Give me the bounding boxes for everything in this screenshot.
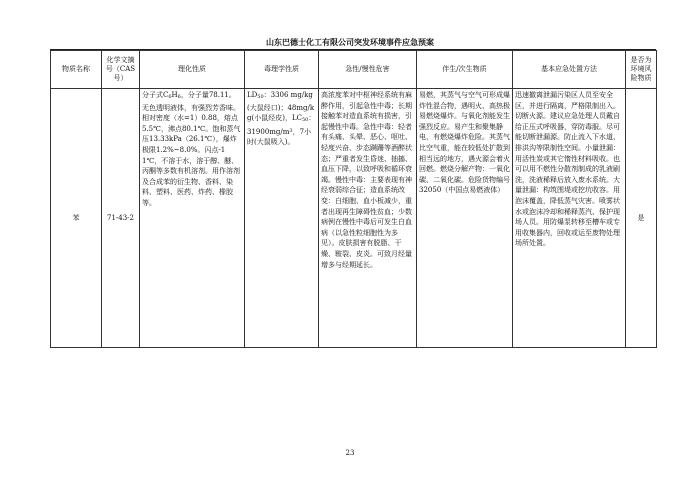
header-emergency-measures: 基本应急处置方法 <box>513 51 626 89</box>
toxicology-text: ，7小时(大鼠吸入)。 <box>247 127 312 147</box>
toxicology-subscript: 50 <box>301 117 309 124</box>
header-substance-name: 物质名称 <box>51 51 102 89</box>
properties-text: H <box>171 91 178 99</box>
header-physicochemical-properties: 理化性质 <box>140 51 245 89</box>
cell-acute-chronic-hazard: 高浓度苯对中枢神经系统有麻醉作用，引起急性中毒；长期接触苯对造血系统有损害，引起慢性中毒。急性中毒：轻者有头痛、头晕、恶心、呕吐、轻度兴奋、步态蹒跚等酒醉状态；严重者发生昏迷、抽搐、血压下降，以致呼吸和循环衰竭。慢性中毒：主要表现有神经衰弱综合征；造血系统改变：白细胞、血小板减少，重者出现再生障碍性贫血；少数病例在慢性中毒后可发生白血病（以急性粒细胞性为多见）。皮肤损害有脱脂、干燥、皲裂、皮炎。可致月经量增多与经期延长。 <box>319 89 417 348</box>
page-number: 23 <box>345 449 355 457</box>
properties-subscript: 6 <box>177 94 181 100</box>
hazard-table <box>50 50 657 348</box>
header-cas-number: 化学文摘号（CAS号） <box>102 51 140 89</box>
cell-emergency-measures: 迅速撤离泄漏污染区人员至安全区，并进行隔离，严格限制出入。切断火源。建议应急处理人员戴自给正压式呼吸器，穿防毒服。尽可能切断泄漏源。防止流入下水道、排洪沟等限制性空间。小量泄漏：用活性炭或其它惰性材料吸收。也可以用不燃性分散剂制成的乳液刷洗，洗液稀释后放入废水系统。大量泄漏：构筑围堤或挖坑收容。用泡沫覆盖，降低蒸气灾害。喷雾状水或泡沫冷却和稀释蒸汽、保护现场人员。用防爆泵转移至槽车或专用收集器内，回收或运至废物处理场所处置。 <box>513 89 626 348</box>
cell-environmental-risk: 是 <box>626 89 657 348</box>
toxicology-superscript: 3 <box>289 127 293 134</box>
header-toxicology: 毒理学性质 <box>245 51 319 89</box>
toxicology-text: ：31900mg/m <box>247 114 316 136</box>
cell-secondary-substances: 易燃，其蒸气与空气可形成爆炸性混合物，遇明火、高热极易燃烧爆炸。与氧化剂能发生强烈反应。易产生和聚集静电，有燃烧爆炸危险。其蒸气比空气重，能在较低处扩散到相当远的地方，遇火源会着火回燃。燃烧分解产物：一氧化碳、二氧化碳。危险货物编号32050（中国点易燃液体） <box>417 89 513 348</box>
toxicology-text: ：3306 mg/kg(大鼠经口)；48mg/kg(小鼠经皮)，LC <box>247 91 315 123</box>
cell-physicochemical-properties <box>140 89 245 348</box>
properties-text: ，分子量78.11。无色透明液体，有强烈芳香味。相对密度（水=1）0.88，熔点5.5℃，沸点80.1℃。饱和蒸气压13.33kPa（26.1℃），爆炸极限1.2%~8.0%。闪点-11℃，不溶于水，溶于醇、醚、丙酮等多数有机溶剂。用作溶剂及合成苯的衍生物、香料、染料、塑料、医药、炸药、橡胶等。 <box>142 91 241 207</box>
cell-cas-number: 71-43-2 <box>102 89 140 348</box>
toxicology-subscript: 50 <box>257 94 264 100</box>
properties-subscript: 6 <box>168 94 172 100</box>
header-secondary-substances: 伴生/次生物质 <box>417 51 513 89</box>
header-acute-chronic-hazard: 急性/慢性危害 <box>319 51 417 89</box>
properties-text: 分子式C <box>142 91 169 99</box>
header-environmental-risk: 是否为环境风险物质 <box>626 51 657 89</box>
table-header-row <box>51 51 657 89</box>
cell-toxicology <box>245 89 319 348</box>
toxicology-text: LD <box>247 91 258 99</box>
cell-substance-name: 苯 <box>51 89 102 348</box>
table-row <box>51 89 657 348</box>
document-title: 山东巴德士化工有限公司突发环境事件应急预案 <box>266 38 434 47</box>
